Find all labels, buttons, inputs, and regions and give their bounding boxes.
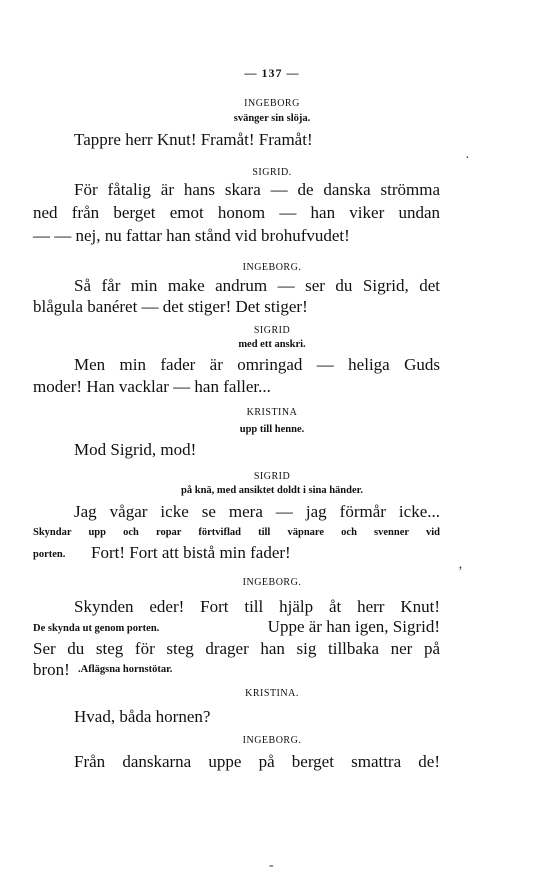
dialogue-line: Så får min make andrum — ser du Sigrid, det: [74, 276, 440, 295]
speaker-name: INGEBORG.: [242, 577, 302, 588]
stage-direction: .Aflägsna hornstötar.: [78, 664, 173, 675]
speaker-name: INGEBORG.: [242, 262, 302, 273]
dialogue-line: Mod Sigrid, mod!: [74, 440, 197, 459]
stage-direction: svänger sin slöja.: [233, 113, 311, 124]
dialogue-line: — — nej, nu fattar han stånd vid brohufvudet!: [33, 226, 350, 245]
dialogue-line: Hvad, båda hornen?: [74, 707, 211, 726]
print-speck: -: [269, 858, 274, 873]
dialogue-line: Jag vågar icke se mera — jag förmår icke...: [74, 502, 440, 521]
stage-direction: porten.: [33, 549, 66, 560]
stage-direction: De skynda ut genom porten.: [33, 623, 160, 634]
dialogue-line: moder! Han vacklar — han faller...: [33, 377, 271, 396]
dialogue-line: Från danskarna uppe på berget smattra de!: [74, 752, 440, 771]
dialogue-line: blågula banéret — det stiger! Det stiger!: [33, 297, 308, 316]
speaker-name: SIGRID.: [252, 167, 292, 178]
stage-direction: Skyndar upp och ropar förtviflad till väpnare och svenner vid: [33, 527, 440, 538]
dialogue-line: Uppe är han igen, Sigrid!: [267, 617, 440, 636]
stage-direction: med ett anskri.: [238, 339, 306, 350]
dialogue-line: För fåtalig är hans skara — de danska strömma: [74, 180, 440, 199]
speaker-name: SIGRID: [253, 471, 291, 482]
dialogue-line: bron!: [33, 660, 70, 679]
print-speck: ‚: [458, 557, 463, 572]
speaker-name: INGEBORG.: [242, 735, 302, 746]
speaker-name: INGEBORG: [244, 98, 300, 109]
print-speck: ·: [465, 151, 470, 166]
page-number: — 137 —: [244, 66, 300, 80]
dialogue-line: Skynden eder! Fort till hjälp åt herr Knut!: [74, 597, 440, 616]
dialogue-line: Tappre herr Knut! Framåt! Framåt!: [74, 130, 313, 149]
stage-direction: upp till henne.: [239, 424, 305, 435]
dialogue-line: Fort! Fort att bistå min fader!: [91, 543, 291, 562]
speaker-name: KRISTINA.: [245, 688, 299, 699]
speaker-name: SIGRID: [253, 325, 291, 336]
dialogue-line: Ser du steg för steg drager han sig tillbaka ner på: [33, 639, 440, 658]
dialogue-line: ned från berget emot honom — han viker undan: [33, 203, 440, 222]
stage-direction: på knä, med ansiktet doldt i sina händer.: [181, 485, 363, 496]
dialogue-line: Men min fader är omringad — heliga Guds: [74, 355, 440, 374]
speaker-name: KRISTINA: [246, 407, 298, 418]
